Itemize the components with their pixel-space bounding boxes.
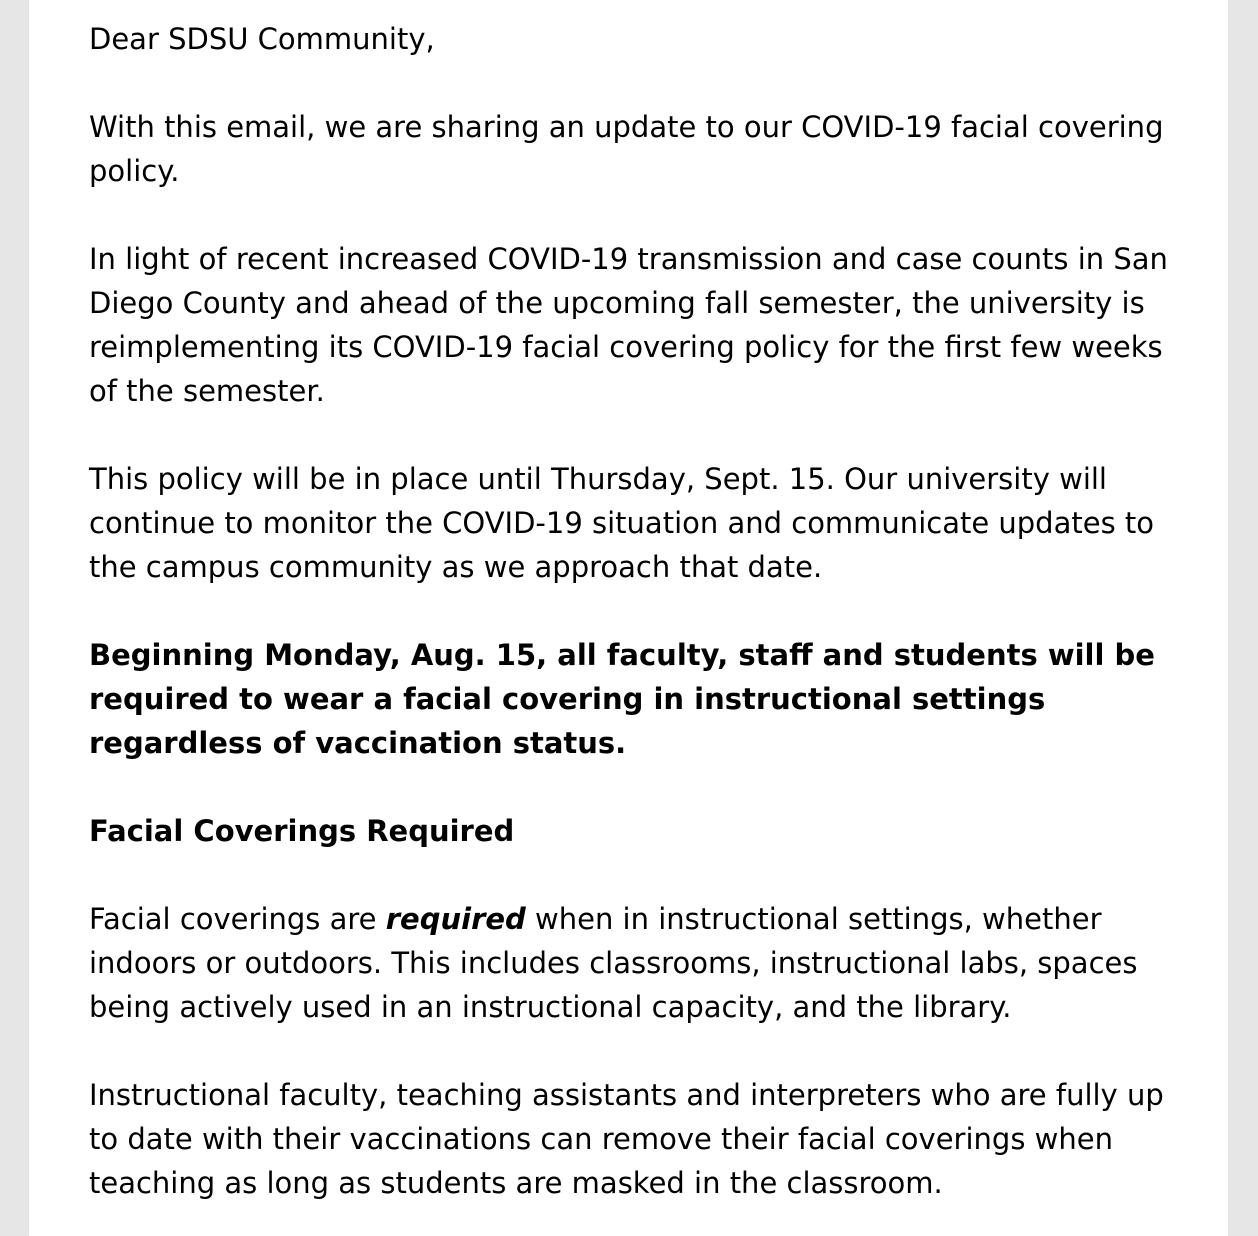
section-heading: Facial Coverings Required — [89, 814, 515, 848]
requirement-text-after: when in instructional settings, whether indoors or outdoors. This includes classrooms, instructional labs, spaces being actively used in an instructional capacity, and the library. — [89, 902, 1138, 1024]
announcement-paragraph: Beginning Monday, Aug. 15, all faculty, staff and students will be required to wear a facial covering in instructional settings regardless of vaccination status. — [89, 638, 1155, 760]
requirement-emphasis: required — [385, 902, 526, 936]
exemption-paragraph: Instructional faculty, teaching assistants and interpreters who are fully up to date with their vaccinations can remove their facial coverings when teaching as long as students are masked in the classroom. — [89, 1078, 1164, 1200]
greeting: Dear SDSU Community, — [89, 22, 435, 56]
email-body — [29, 0, 1228, 1236]
duration-paragraph: This policy will be in place until Thursday, Sept. 15. Our university will continue to monitor the COVID-19 situation and communicate updates to the campus community as we approach that date. — [89, 462, 1155, 584]
email-content — [89, 17, 1189, 1205]
requirement-text-before: Facial coverings are — [89, 902, 386, 936]
context-paragraph: In light of recent increased COVID-19 transmission and case counts in San Diego County and ahead of the upcoming fall semester, the university is reimplementing its COVID-19 facial covering policy for the first few weeks of the semester. — [89, 242, 1168, 408]
requirement-paragraph — [89, 897, 1189, 1029]
intro-paragraph: With this email, we are sharing an update to our COVID-19 facial covering policy. — [89, 110, 1164, 188]
